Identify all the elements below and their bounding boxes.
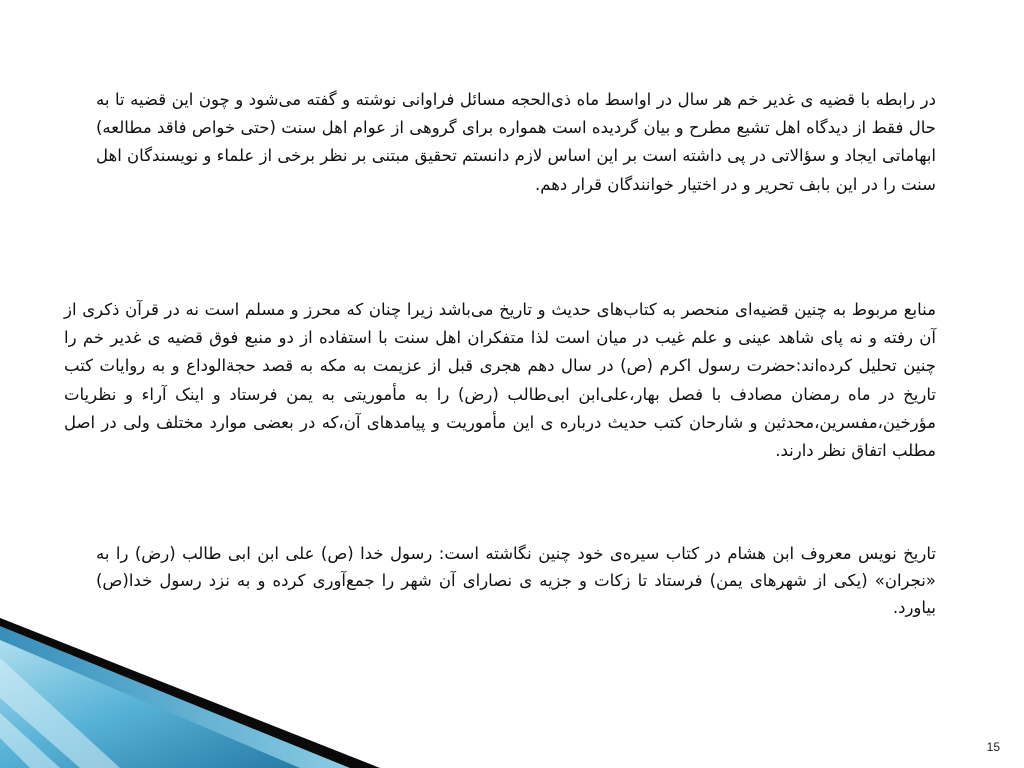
paragraph-ibn-hisham-text: تاریخ نویس معروف ابن هشام در کتاب سیره‌ی خود چنین نگاشته است: رسول خدا (ص) علی ابن ابی طالب (رض) را به «نجران» (یکی از شهرهای یمن) فرستاد تا زکات و جزیه ی نصارای آن شهر را جمع‌آوری کرده و به نزد رسول خدا(ص) بیاورد. xyxy=(96,544,936,617)
paragraph-sources-text: منابع مربوط به چنین قضیه‌ای منحصر به کتاب‌های حدیث و تاریخ می‌باشد زیرا چنان که محرز و مسلم است نه در قرآن ذکری از آن رفته و نه پای شاهد عینی و علم غیب در میان است لذا متفکران اهل سنت با استفاده از دو منبع فوق قضیه ی غدیر خم را چنین تحلیل کرده‌اند:حضرت رسول اکرم (ص) در سال دهم هجری قبل از عزیمت به مکه به قصد حجةالوداع و به روایات کتب تاریخ در ماه رمضان مصادف با فصل بهار،علی‌ابن ابی‌طالب (رض) را به مأموریتی به یمن فرستاد و اینک آراء و نظریات مؤرخین،مفسرین،محدثین و شارحان کتب حدیث درباره ی این مأموریت و پیامدهای آن،که در بعضی موارد مختلف ولی در اصل مطلب اتفاق نظر دارند. xyxy=(64,300,936,461)
page-number: 15 xyxy=(986,740,1000,754)
paragraph-intro-text: در رابطه با قضیه ی غدیر خم هر سال در اواسط ماه ذی‌الحجه مسائل فراوانی نوشته و گفته می‌شود و چون این قضیه تا به حال فقط از دیدگاه اهل تشیع مطرح و بیان گردیده است همواره برای گروهی از عوام اهل سنت (حتی خواص فاقد مطالعه) ابهاماتی ایجاد و سؤالاتی در پی داشته است بر این اساس لازم دانستم تحقیق مبتنی بر نظر برخی از علماء و نویسندگان اهل سنت را در این بابف تحریر و در اختیار خوانندگان قرار دهم. xyxy=(96,90,936,194)
decorative-corner-swoosh xyxy=(0,618,380,768)
paragraph-intro xyxy=(96,86,936,199)
paragraph-ibn-hisham xyxy=(96,540,936,621)
paragraph-sources xyxy=(64,296,936,465)
